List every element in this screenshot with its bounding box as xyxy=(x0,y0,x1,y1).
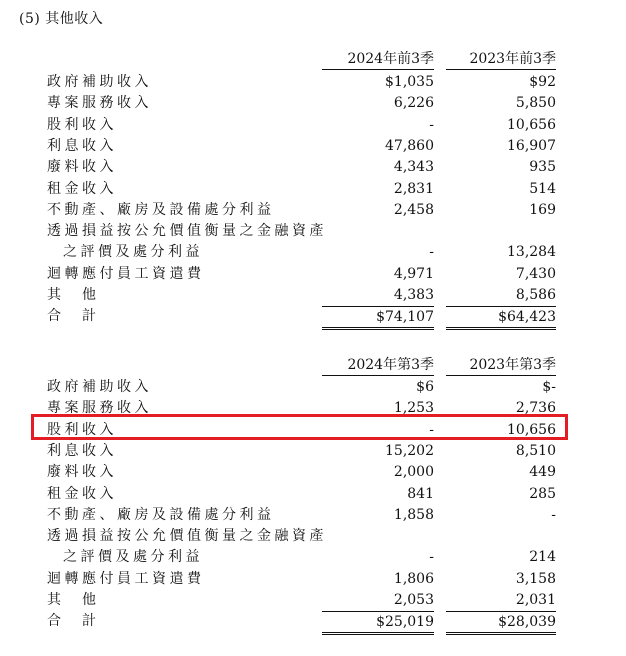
section1-col2-header: 2023年前3季 xyxy=(446,49,556,70)
row-value-col2: 8,510 xyxy=(515,442,556,459)
row-value-col1: 1,858 xyxy=(393,506,434,523)
row-value-col1: 2,000 xyxy=(393,464,434,481)
row-value-col2: 5,850 xyxy=(515,95,556,112)
table-row xyxy=(0,115,626,136)
row-label: 透過損益按公允價值衡量之金融資產 xyxy=(47,223,327,240)
table-row xyxy=(0,221,626,242)
table-row xyxy=(0,547,626,568)
row-value-col1: 841 xyxy=(407,485,434,502)
row-value-col1: 1,253 xyxy=(393,400,434,417)
row-value-col1: - xyxy=(429,116,434,133)
row-value-col2: 13,284 xyxy=(507,244,556,261)
row-value-col2: 935 xyxy=(529,159,556,176)
row-value-col2: 514 xyxy=(529,180,556,197)
highlight-box xyxy=(31,414,568,440)
row-label: 專案服務收入 xyxy=(47,400,152,417)
row-value-col2: 449 xyxy=(529,464,556,481)
table-row xyxy=(0,72,626,93)
table-row xyxy=(0,505,626,526)
row-value-col2: 16,907 xyxy=(507,137,556,154)
row-value-col2: 7,430 xyxy=(515,265,556,282)
row-value-col2: $92 xyxy=(529,74,556,90)
table-row xyxy=(0,484,626,505)
total-value-col2: $28,039 xyxy=(446,611,556,635)
row-value-col1: 4,971 xyxy=(393,265,434,282)
total-value-col1: $74,107 xyxy=(322,306,434,330)
row-value-col1: - xyxy=(429,421,434,438)
row-value-col2: 10,656 xyxy=(507,421,556,438)
table-row xyxy=(0,285,626,306)
row-label: 其 他 xyxy=(47,592,100,608)
row-value-col2: 8,586 xyxy=(515,287,556,303)
table-row xyxy=(0,441,626,462)
total-row xyxy=(0,306,626,327)
row-value-col1: 6,226 xyxy=(393,95,434,112)
row-label: 廢料收入 xyxy=(47,464,117,481)
total-label: 合 計 xyxy=(47,308,100,325)
section2-col2-header: 2023年第3季 xyxy=(446,355,556,376)
row-value-col2: 2,736 xyxy=(515,400,556,417)
table-row xyxy=(0,264,626,285)
table-row xyxy=(0,157,626,178)
section1-col1-header: 2024年前3季 xyxy=(322,49,434,70)
table-row xyxy=(0,242,626,263)
row-value-col1: 4,343 xyxy=(393,159,434,176)
row-label: 租金收入 xyxy=(47,180,117,197)
row-value-col1: 15,202 xyxy=(385,442,434,459)
row-label: 政府補助收入 xyxy=(47,74,152,90)
row-label: 政府補助收入 xyxy=(47,379,152,395)
table-row xyxy=(0,569,626,590)
row-value-col1: - xyxy=(429,244,434,261)
row-label: 迴轉應付員工資遣費 xyxy=(47,265,205,282)
table-row xyxy=(0,462,626,483)
total-row xyxy=(0,611,626,632)
total-value-col2: $64,423 xyxy=(446,306,556,330)
total-label: 合 計 xyxy=(47,613,100,630)
row-value-col1: $1,035 xyxy=(385,74,434,90)
table-row xyxy=(0,179,626,200)
row-label: 之評價及處分利益 xyxy=(63,549,203,566)
row-label: 利息收入 xyxy=(47,442,117,459)
row-value-col2: - xyxy=(551,506,556,523)
row-label: 專案服務收入 xyxy=(47,95,152,112)
row-value-col2: 285 xyxy=(529,485,556,502)
row-value-col2: 169 xyxy=(529,201,556,218)
row-value-col1: 2,458 xyxy=(393,201,434,218)
row-value-col1: 2,831 xyxy=(393,180,434,197)
row-label: 透過損益按公允價值衡量之金融資產 xyxy=(47,528,327,545)
table-row xyxy=(0,377,626,398)
row-value-col1: 4,383 xyxy=(393,287,434,303)
section-heading: (5) 其他收入 xyxy=(19,11,104,27)
row-label: 股利收入 xyxy=(47,116,117,133)
row-label: 其 他 xyxy=(47,287,100,303)
row-label: 股利收入 xyxy=(47,421,117,438)
row-label: 利息收入 xyxy=(47,137,117,154)
row-label: 租金收入 xyxy=(47,485,117,502)
row-value-col2: 3,158 xyxy=(515,570,556,587)
row-value-col1: 2,053 xyxy=(393,592,434,608)
table-row xyxy=(0,136,626,157)
row-label: 廢料收入 xyxy=(47,159,117,176)
row-value-col2: $- xyxy=(542,379,556,395)
row-value-col2: 2,031 xyxy=(515,592,556,608)
row-label: 之評價及處分利益 xyxy=(63,244,203,261)
row-value-col1: - xyxy=(429,549,434,566)
table-row xyxy=(0,200,626,221)
row-value-col2: 10,656 xyxy=(507,116,556,133)
row-label: 迴轉應付員工資遣費 xyxy=(47,570,205,587)
row-value-col2: 214 xyxy=(529,549,556,566)
row-value-col1: 1,806 xyxy=(393,570,434,587)
row-label: 不動產、廠房及設備處分利益 xyxy=(47,506,275,523)
table-row xyxy=(0,590,626,611)
table-row xyxy=(0,526,626,547)
total-value-col1: $25,019 xyxy=(322,611,434,635)
row-value-col1: 47,860 xyxy=(385,137,434,154)
section2-col1-header: 2024年第3季 xyxy=(322,355,434,376)
table-row xyxy=(0,93,626,114)
row-label: 不動產、廠房及設備處分利益 xyxy=(47,201,275,218)
row-value-col1: $6 xyxy=(416,379,434,395)
